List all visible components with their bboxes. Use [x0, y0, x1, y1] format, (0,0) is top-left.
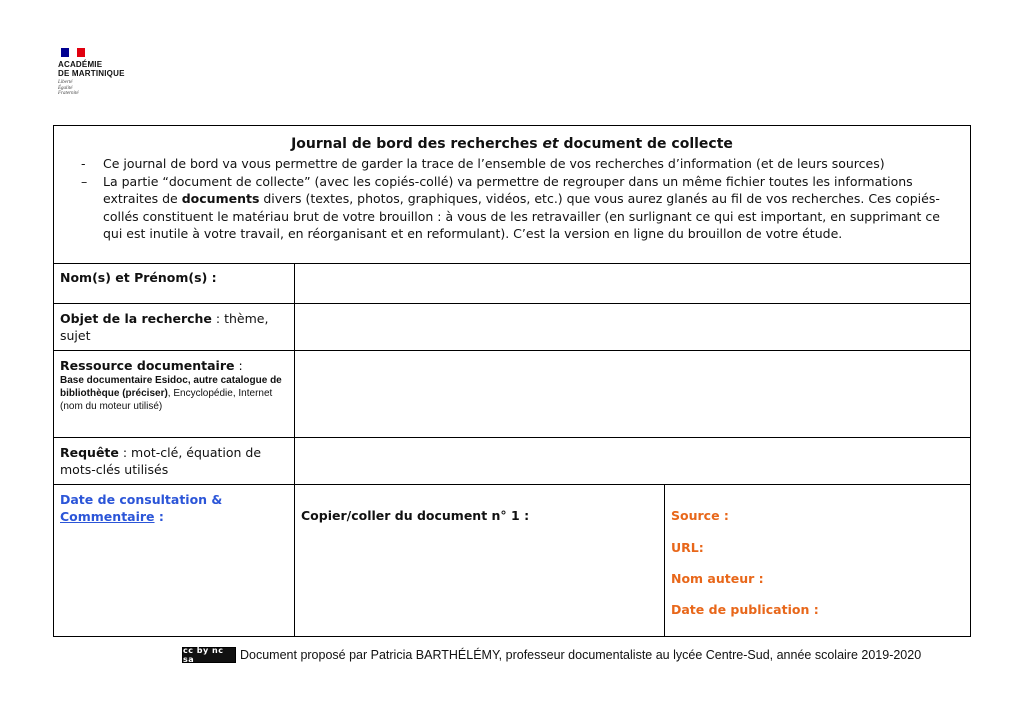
- names-label: Nom(s) et Prénom(s) :: [60, 270, 217, 285]
- instruction-bold: documents: [181, 191, 260, 206]
- object-row: [54, 304, 970, 351]
- consult-row: [54, 485, 970, 636]
- flag-blue: [61, 48, 69, 57]
- instruction-item: [54, 173, 970, 243]
- flag-white: [69, 48, 77, 57]
- logo-motto-1: Liberté: [58, 80, 73, 85]
- resource-hint-rest: , Encyclopédie, Internet (nom du moteur utilisé): [60, 388, 273, 412]
- footer-credit: Document proposé par Patricia BARTHÉLÉMY, professeur documentaliste au lycée Centre-Sud, année scolaire 2019-2020: [240, 648, 922, 662]
- comment-link[interactable]: Commentaire: [60, 509, 155, 524]
- comment-colon: :: [154, 509, 164, 524]
- author-label: Nom auteur :: [671, 571, 764, 586]
- names-row: [54, 263, 970, 304]
- query-row: [54, 438, 970, 485]
- logo-line2: DE MARTINIQUE: [58, 69, 125, 78]
- resource-label-rest: :: [234, 358, 243, 373]
- object-label-cell: [54, 304, 295, 350]
- copy-paste-label: Copier/coller du document n° 1 :: [301, 508, 530, 523]
- instruction-text-before: La partie “document de collecte” (avec les copiés-collé) va permettre de regrouper dans un même fichier toutes les informations extraites de: [103, 173, 913, 206]
- instruction-text-after: divers (textes, photos, graphiques, vidéos, etc.) que vous aurez glanés au fil de vos recherches. Ces copiés-collés constituent le matériau brut de votre brouillon : à vous de les retravailler (en surlignant ce qui est important, en supprimant ce qui est inutile à votre travail, en réorganisant et en reformulant). C’est la version en ligne du brouillon de votre étude.: [103, 191, 940, 241]
- object-input-cell[interactable]: [295, 304, 970, 350]
- page-title: [54, 135, 970, 153]
- query-input-cell[interactable]: [295, 438, 970, 484]
- query-label-bold: Requête: [60, 445, 119, 460]
- page-footer: [182, 645, 972, 665]
- flag-red: [77, 48, 85, 57]
- research-journal-table: [53, 125, 971, 637]
- resource-hint-bold: Base documentaire Esidoc, autre catalogue de bibliothèque (préciser): [60, 375, 282, 399]
- resource-input-cell[interactable]: [295, 351, 970, 437]
- title-em: et: [542, 136, 559, 152]
- instruction-item: [54, 155, 970, 173]
- resource-label-bold: Ressource documentaire: [60, 358, 235, 373]
- source-label: Source :: [671, 508, 729, 523]
- resource-label-cell: [54, 351, 295, 437]
- url-label: URL:: [671, 540, 704, 555]
- names-input-cell[interactable]: [295, 263, 970, 303]
- title-part1: Journal de bord des recherches: [291, 136, 543, 152]
- logo-motto-2: Égalité: [58, 85, 73, 91]
- journal-header: [54, 126, 970, 264]
- object-label-bold: Objet de la recherche: [60, 311, 212, 326]
- query-label-cell: [54, 438, 295, 484]
- publication-date-label: Date de publication :: [671, 602, 819, 617]
- bullet-dash: -: [81, 156, 86, 171]
- consult-label-cell: [54, 485, 295, 636]
- copy-paste-cell[interactable]: [295, 485, 665, 636]
- academie-logo: [58, 48, 138, 104]
- title-part2: document de collecte: [558, 136, 733, 152]
- consult-date-label: Date de consultation &: [60, 492, 223, 507]
- query-label-rest: : mot-clé, équation de mots-clés utilisés: [60, 445, 262, 477]
- consult-comment-label: [60, 508, 294, 525]
- flag-icon: [61, 48, 85, 57]
- resource-hint: [60, 374, 294, 413]
- instruction-text: Ce journal de bord va vous permettre de garder la trace de l’ensemble de vos recherches d’information (et de leurs sources): [103, 156, 885, 171]
- names-label-cell: [54, 263, 295, 303]
- logo-motto-3: Fraternité: [58, 91, 79, 96]
- creative-commons-icon: cc by nc sa: [182, 647, 236, 663]
- resource-row: [54, 351, 970, 438]
- bullet-dash: –: [81, 173, 88, 189]
- instructions-list: [54, 155, 970, 243]
- source-info-cell[interactable]: [665, 485, 970, 636]
- logo-line1: ACADÉMIE: [58, 60, 103, 69]
- object-label-rest: : thème, sujet: [60, 311, 269, 343]
